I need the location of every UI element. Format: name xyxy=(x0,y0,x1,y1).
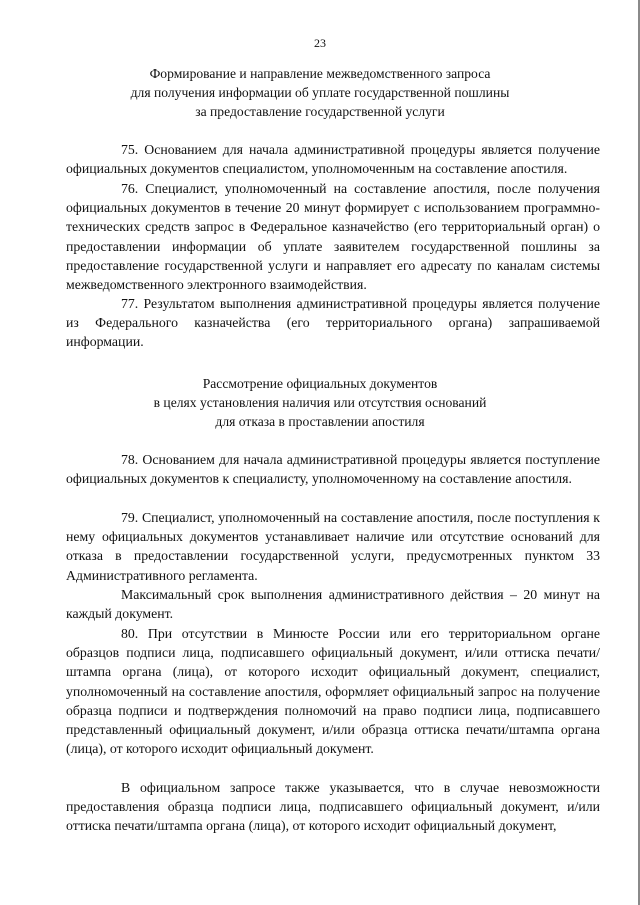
heading-line: за предоставление государственной услуги xyxy=(195,104,445,119)
paragraph-official-request: В официальном запросе также указывается, что в случае невозможности предоставления образца подписи лица, подписавшего официальный документ, и/или оттиска печати/штампа органа (лица), от которого исходит официальный документ, xyxy=(66,780,600,834)
page-number: 23 xyxy=(314,36,326,50)
section-heading-document-review xyxy=(0,374,640,431)
paragraph-76: 76. Специалист, уполномоченный на составление апостиля, после получения официальных документов в течение 20 минут формирует с использованием программно-технических средств запрос в Федеральное казначейство (его территориальный орган) о предоставлении информации об уплате заявителем государственной пошлины за предоставление государственной услуги и направляет его адресату по каналам системы межведомственного электронного взаимодействия. xyxy=(66,181,600,293)
paragraph-80: 80. При отсутствии в Минюсте России или его территориальном органе образцов подписи лица, подписавшего официальный документ, и/или оттиска печати/штампа органа (лица), от которого исходит официальный документ, специалист, уполномоченный на составление апостиля, оформляет официальный запрос на получение образца подписи и подтверждения полномочий на право подписи лица, подписавшего представленный официальный документ, и/или образца оттиска печати/штампа органа (лица), от которого исходит официальный документ. xyxy=(66,626,600,757)
section-heading-interagency-request xyxy=(0,64,640,121)
heading-line: для отказа в проставлении апостиля xyxy=(215,414,425,429)
paragraph-77: 77. Результатом выполнения административной процедуры является получение из Федерального казначейства (его территориального органа) запрашиваемой информации. xyxy=(66,296,600,350)
heading-line: для получения информации об уплате государственной пошлины xyxy=(130,85,510,100)
paragraph-79: 79. Специалист, уполномоченный на составление апостиля, после поступления к нему официальных документов устанавливает наличие или отсутствие оснований для отказа в предоставлении государственной услуги, предусмотренных пунктом 33 Административного регламента. xyxy=(66,510,600,583)
paragraph-75: 75. Основанием для начала административной процедуры является получение официальных документов специалистом, уполномоченным на составление апостиля. xyxy=(66,142,600,177)
heading-line: в целях установления наличия или отсутствия оснований xyxy=(153,395,487,410)
paragraph-78: 78. Основанием для начала административной процедуры является поступление официальных документов к специалисту, уполномоченному на составление апостиля. xyxy=(66,452,600,487)
paragraph-max-term: Максимальный срок выполнения административного действия – 20 минут на каждый документ. xyxy=(66,587,600,622)
heading-line: Рассмотрение официальных документов xyxy=(202,376,438,391)
heading-line: Формирование и направление межведомственного запроса xyxy=(149,66,491,81)
